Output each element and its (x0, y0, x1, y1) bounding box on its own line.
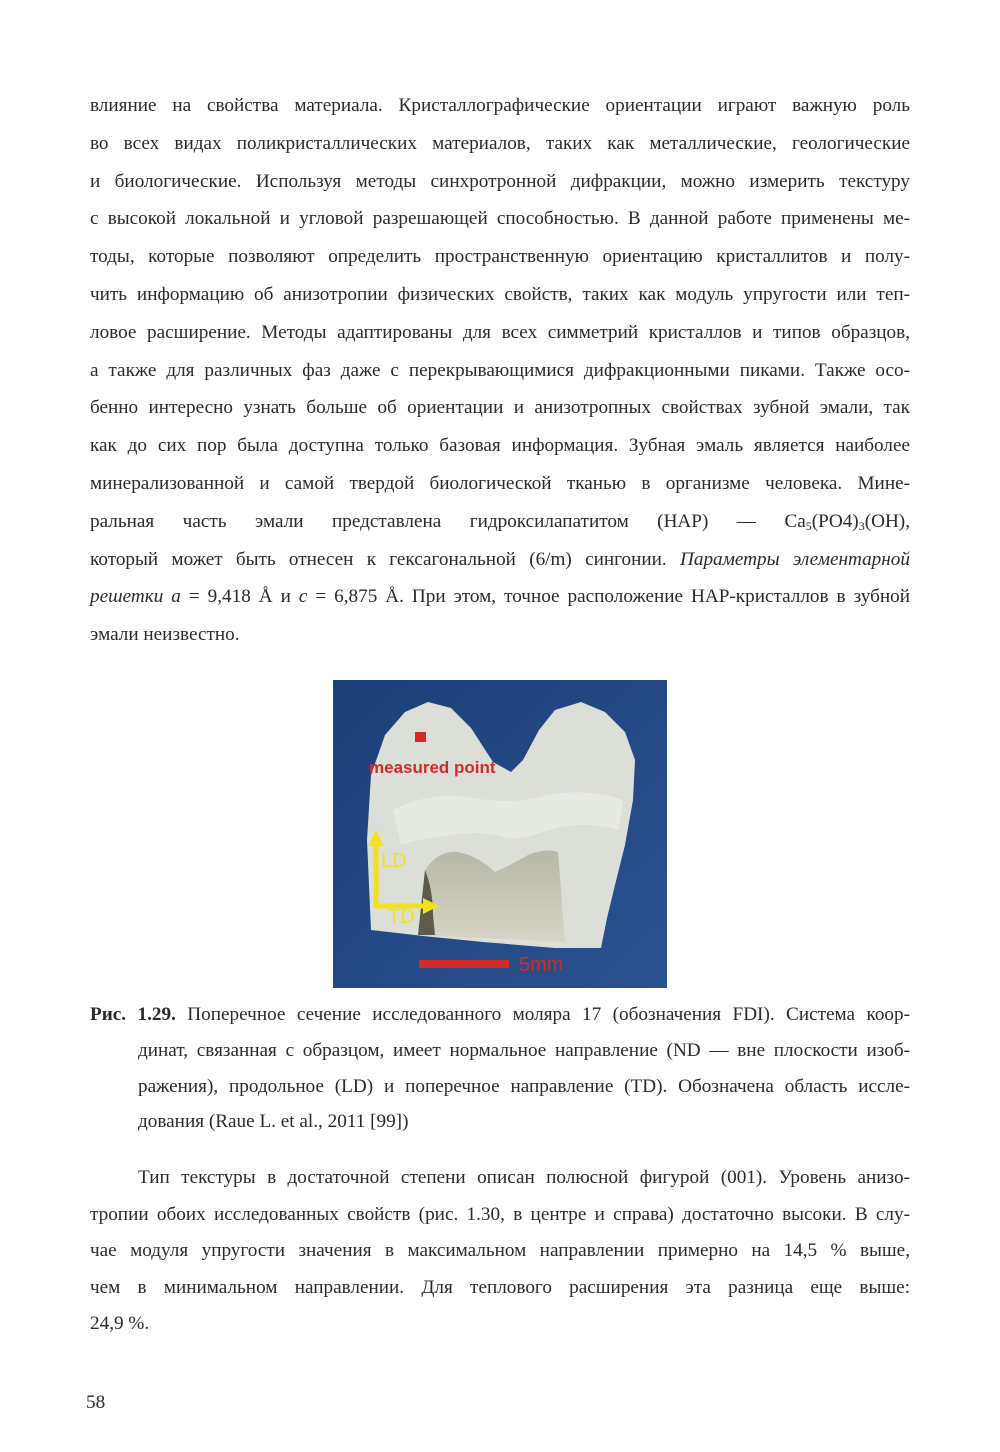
text-line: влияние на свойства материала. Кристаллографические ориентации играют важную роль (90, 95, 910, 116)
caption-line: дования (Raue L. et al., 2011 [99]) (138, 1111, 409, 1133)
body-paragraph-1 (90, 87, 910, 654)
ld-label: LD (381, 850, 407, 872)
text-line: тропии обоих исследованных свойств (рис. 1.30, в центре и справа) достаточно высоки. В слу- (90, 1203, 910, 1225)
italic-c: c (298, 586, 308, 608)
text-line: чае модуля упругости значения в максимальном направлении примерно на 14,5 % выше, (90, 1240, 910, 1261)
text-line: 24,9 %. (90, 1313, 150, 1334)
text-line: эмали неизвестно. (90, 624, 240, 646)
body-paragraph-2 (90, 1160, 910, 1343)
tooth-cross-section-figure (333, 680, 667, 988)
caption-label: Рис. 1.29. (90, 1004, 176, 1025)
formula-po4: (PO4) (811, 510, 859, 532)
text-line: с высокой локальной и угловой разрешающей способностью. В данной работе применены ме- (90, 208, 910, 230)
text-line: решетки a = 9,418 Å и c = 6,875 Å. При этом, точное расположение HAP-кристаллов в зубной (90, 586, 910, 608)
text-line: минерализованной и самой твердой биологической тканью в организме человека. Мине- (90, 472, 910, 494)
caption-line: ражения), продольное (LD) и поперечное направление (TD). Обозначена область иссле- (138, 1075, 910, 1097)
text-line: а также для различных фаз даже с перекрывающимися дифракционными пиками. Также осо- (90, 359, 910, 381)
tooth-photo (333, 680, 667, 988)
td-label: TD (388, 906, 415, 928)
text-line: чить информацию об анизотропии физических свойств, таких как модуль упругости или теп- (90, 283, 910, 305)
formula-po4-sub: 3 (858, 518, 865, 533)
formula-ca-sub: 5 (805, 518, 812, 533)
text-line: который может быть отнесен к гексагональной (6/m) сингонии. Параметры элементарной (90, 548, 910, 570)
text-line: тоды, которые позволяют определить пространственную ориентацию кристаллитов и полу- (90, 246, 910, 268)
figure-caption (90, 997, 910, 1140)
text-line: чем в минимальном направлении. Для теплового расширения эта разница еще выше: (90, 1276, 910, 1298)
caption-line: динат, связанная с образцом, имеет нормальное направление (ND — вне плоскости изоб- (138, 1039, 910, 1061)
formula-prefix: ральная часть эмали представлена гидроксилапатитом (HAP) — (90, 510, 785, 532)
text-line: как до сих пор была доступна только базовая информация. Зубная эмаль является наиболее (90, 435, 910, 457)
formula-ca: Ca (784, 510, 806, 532)
italic-text: решетки a (90, 586, 181, 608)
italic-text: Параметры элементарной (680, 548, 910, 570)
formula-oh: (OH), (864, 510, 910, 532)
scale-label: 5mm (519, 954, 564, 976)
text-line: бенно интересно узнать больше об ориентации и анизотропных свойствах зубной эмали, так (90, 397, 910, 419)
text-line: Тип текстуры в достаточной степени описан полюсной фигурой (001). Уровень анизо- (138, 1167, 910, 1188)
caption-line: Рис. 1.29. Поперечное сечение исследованного моляра 17 (обозначения FDI). Система коор- (90, 1004, 910, 1025)
text-line: ловое расширение. Методы адаптированы для всех симметрий кристаллов и типов образцов, (90, 321, 910, 343)
scale-bar (419, 960, 509, 968)
text-line: и биологические. Используя методы синхротронной дифракции, можно измерить текстуру (90, 170, 910, 192)
measured-point-label: measured point (369, 758, 496, 777)
page-number: 58 (86, 1392, 106, 1413)
measured-point-marker (415, 732, 426, 742)
text-line: во всех видах поликристаллических материалов, таких как металлические, геологические (90, 132, 910, 154)
formula-line (90, 503, 910, 541)
